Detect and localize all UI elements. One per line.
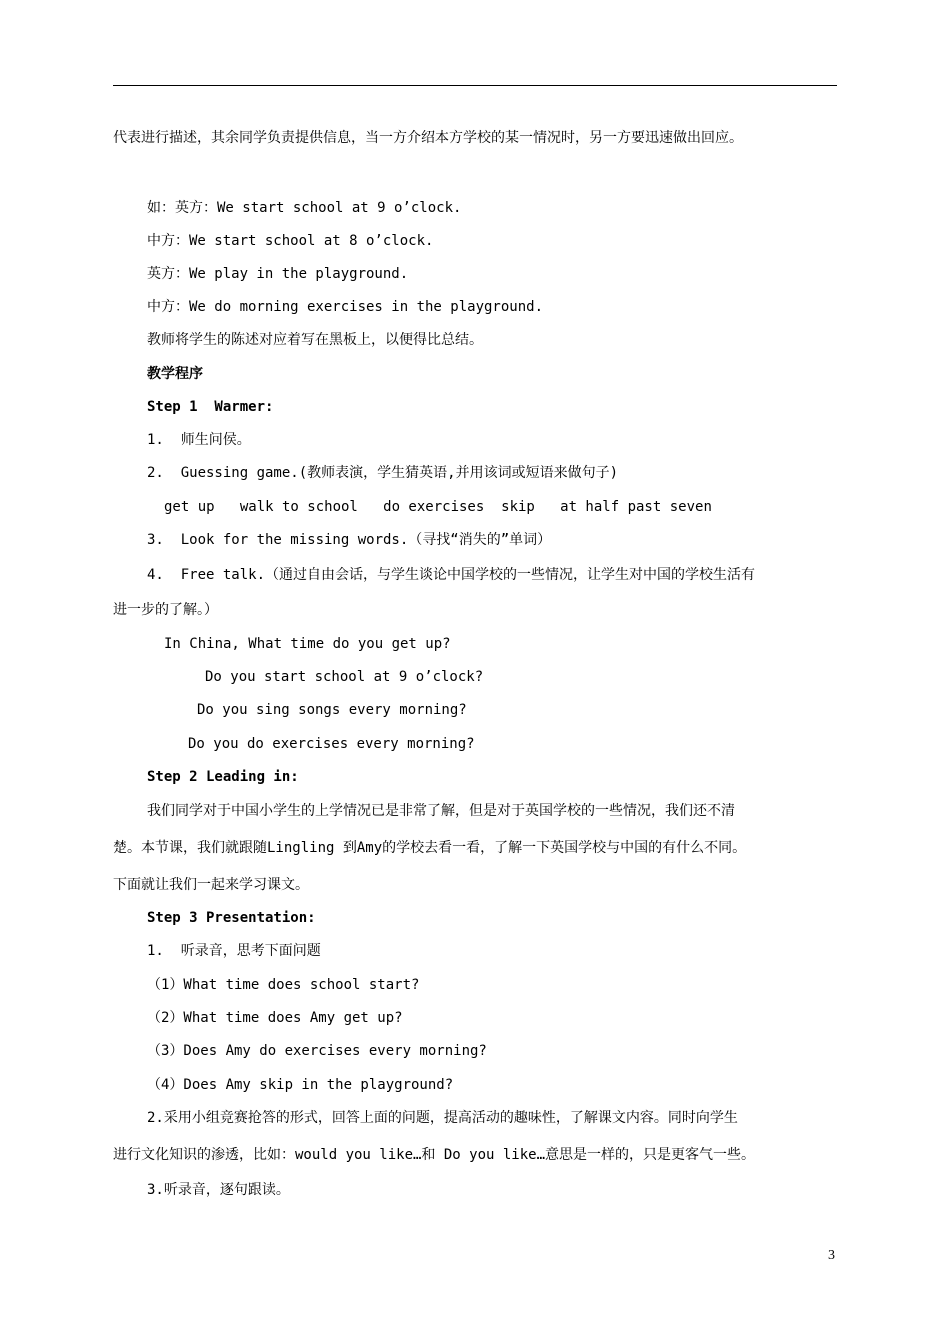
paragraph-line: 楚。本节课，我们就跟随Lingling 到Amy的学校去看一看，了解一下英国学校与中国的有什么不同。 <box>113 840 747 856</box>
list-item: 2. Guessing game.(教师表演，学生猜英语,并用该词或短语来做句子) <box>147 465 619 481</box>
paragraph-line: 教师将学生的陈述对应着写在黑板上，以便得比总结。 <box>147 332 483 348</box>
section-heading: 教学程序 <box>147 366 203 382</box>
list-item: 1. 师生问侯。 <box>147 432 251 448</box>
paragraph-line: 下面就让我们一起来学习课文。 <box>113 877 309 893</box>
list-item: 3.听录音，逐句跟读。 <box>147 1182 290 1198</box>
step-heading: Step 3 Presentation: <box>147 910 316 926</box>
question-line: （4）Does Amy skip in the playground? <box>147 1077 454 1093</box>
question-line: （3）Does Amy do exercises every morning? <box>147 1043 487 1059</box>
paragraph-line: 进行文化知识的渗透，比如：would you like…和 Do you like…意思是一样的，只是更客气一些。 <box>113 1147 756 1163</box>
list-item: 4. Free talk.（通过自由会话，与学生谈论中国学校的一些情况，让学生对中国的学校生活有 <box>147 567 755 583</box>
question-line: Do you start school at 9 o’clock? <box>205 669 484 685</box>
example-line: 英方：We play in the playground. <box>147 266 409 282</box>
paragraph-line: 代表进行描述，其余同学负责提供信息，当一方介绍本方学校的某一情况时，另一方要迅速做出回应。 <box>113 130 743 146</box>
list-item: 3. Look for the missing words.（寻找“消失的”单词） <box>147 532 552 548</box>
question-line: In China, What time do you get up? <box>164 636 451 652</box>
list-item: 1. 听录音，思考下面问题 <box>147 943 321 959</box>
step-heading: Step 2 Leading in: <box>147 769 299 785</box>
question-line: （2）What time does Amy get up? <box>147 1010 403 1026</box>
paragraph-line: 我们同学对于中国小学生的上学情况已是非常了解，但是对于英国学校的一些情况，我们还不清 <box>147 803 735 819</box>
vocabulary-line: get up walk to school do exercises skip at half past seven <box>164 499 712 515</box>
header-rule <box>113 85 837 86</box>
question-line: （1）What time does school start? <box>147 977 420 993</box>
step-heading: Step 1 Warmer: <box>147 399 274 415</box>
page-number: 3 <box>828 1248 835 1263</box>
question-line: Do you do exercises every morning? <box>188 736 475 752</box>
list-item: 2.采用小组竞赛抢答的形式，回答上面的问题，提高活动的趣味性，了解课文内容。同时向学生 <box>147 1110 738 1126</box>
question-line: Do you sing songs every morning? <box>197 702 467 718</box>
example-line: 中方：We start school at 8 o’clock. <box>147 233 434 249</box>
example-line: 如：英方：We start school at 9 o’clock. <box>147 200 462 216</box>
paragraph-line: 进一步的了解。） <box>113 602 218 618</box>
example-line: 中方：We do morning exercises in the playground. <box>147 299 544 315</box>
